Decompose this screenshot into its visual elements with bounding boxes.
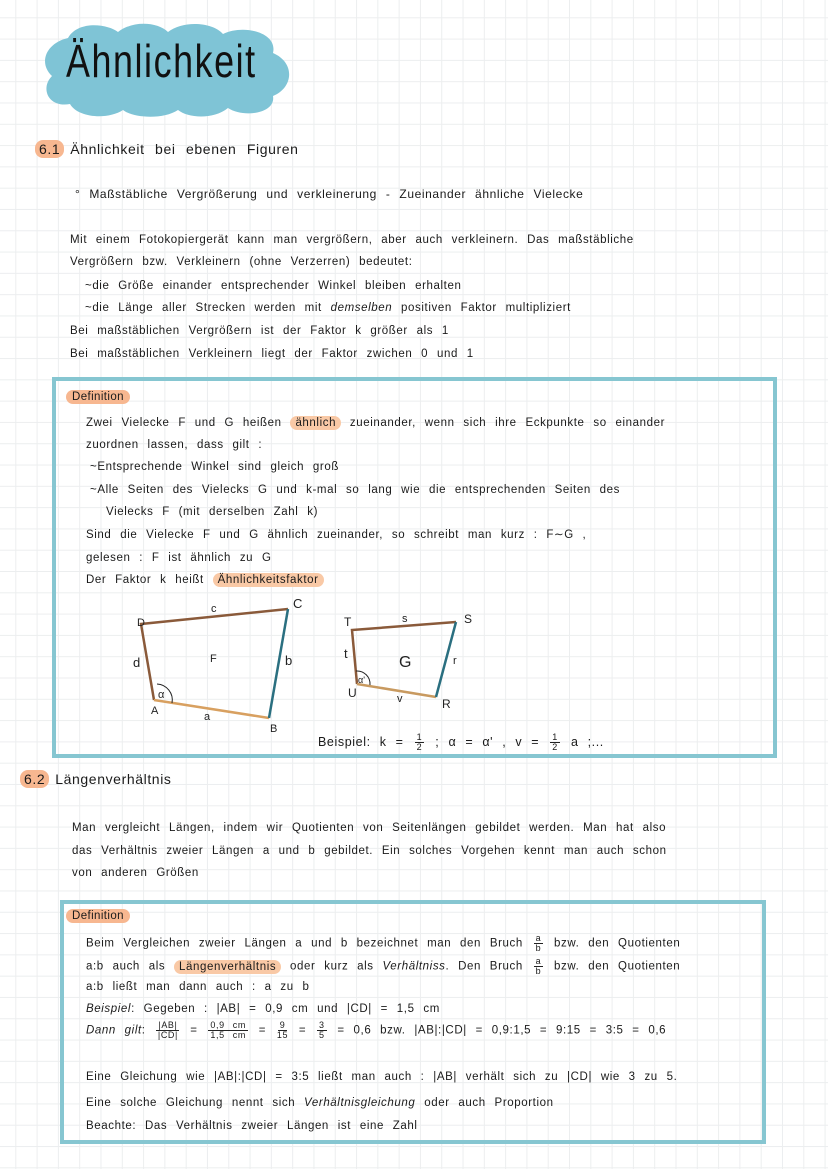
side-s: s: [402, 613, 408, 625]
fraction: [550, 733, 560, 752]
denominator: 15: [276, 1030, 289, 1040]
angle-alpha: α: [158, 689, 165, 701]
vertex-S: S: [464, 612, 473, 626]
text-segment: zueinander, wenn sich ihre Eckpunkte so einander: [341, 417, 666, 429]
text-segment: Vielecks F (mit derselben Zahl k): [106, 506, 319, 518]
vertex-T: T: [344, 615, 352, 629]
section-number: 6.1: [35, 140, 64, 158]
denominator: 2: [552, 742, 558, 752]
denominator: |CD|: [157, 1030, 178, 1040]
subheading: ° Maßstäbliche Vergrößerung und verkleinerung - Zueinander ähnliche Vielecke: [75, 187, 584, 201]
text-segment: Zwei Vielecke F und G heißen: [86, 417, 291, 429]
text-line: [72, 843, 667, 859]
vertex-U: U: [348, 686, 357, 700]
text-segment: von anderen Größen: [72, 867, 199, 879]
side-r: r: [453, 655, 457, 667]
numerator: 9: [279, 1020, 286, 1030]
numerator: 1: [552, 732, 558, 742]
fraction: [208, 1021, 248, 1040]
text-line: [72, 865, 199, 881]
vertex-R: R: [442, 697, 451, 711]
text-segment: ~Entsprechende Winkel sind gleich groß: [90, 461, 339, 473]
fraction: [277, 1021, 288, 1040]
text-line: [72, 820, 666, 836]
denominator: 1,5 cm: [210, 1030, 246, 1040]
text-segment: Beachte: Das Verhältnis zweier Längen ist eine Zahl: [86, 1120, 418, 1132]
denominator: b: [535, 943, 542, 953]
numerator: 0,9 cm: [210, 1020, 246, 1030]
side-c: c: [211, 603, 217, 615]
italic-term: Verhältnisgleichung: [304, 1097, 416, 1109]
text-segment: Der Faktor k heißt: [86, 574, 213, 586]
text-line: [86, 1001, 440, 1017]
text-segment: ~die Größe einander entsprechender Winkel bleiben erhalten: [85, 280, 462, 292]
text-segment: Beim Vergleichen zweier Längen a und b bezeichnet man den Bruch: [86, 937, 532, 950]
text-segment: Bei maßstäblichen Vergrößern ist der Faktor k größer als 1: [70, 325, 449, 337]
text-line: [86, 1095, 554, 1111]
text-segment: Eine solche Gleichung nennt sich: [86, 1097, 305, 1109]
figure-G: [344, 612, 472, 711]
side-d: d: [133, 655, 141, 670]
numerator: a: [535, 933, 542, 943]
fraction: [156, 1021, 179, 1040]
text-segment: Beispiel: k =: [318, 734, 413, 749]
text-segment: bzw. den Quotienten: [545, 937, 681, 950]
text-segment: a:b ließt man dann auch : a zu b: [86, 981, 310, 993]
figure-G-label: G: [399, 654, 412, 671]
text-segment: a ;...: [561, 734, 604, 749]
text-segment: Vergrößern bzw. Verkleinern (ohne Verzerren) bedeutet:: [70, 256, 413, 268]
denominator: 2: [416, 742, 423, 752]
italic-term: demselben: [330, 302, 393, 314]
text-segment: bzw. den Quotienten: [545, 960, 681, 973]
text-segment: oder kurz als: [281, 960, 383, 973]
side-b: b: [285, 653, 293, 668]
highlighted-term: ähnlich: [290, 416, 341, 430]
vertex-A: A: [151, 705, 159, 717]
text-line: [86, 1021, 666, 1040]
side-v: v: [397, 693, 403, 705]
fraction: [534, 934, 544, 953]
italic-term: Beispiel: [86, 1003, 132, 1015]
fraction: [415, 733, 425, 752]
figure-F-label: F: [210, 653, 217, 665]
vertex-D: D: [137, 617, 145, 629]
italic-term: Dann gilt: [86, 1024, 142, 1037]
text-line: [86, 979, 310, 995]
figure-F: [133, 596, 302, 735]
side-t: t: [344, 646, 348, 661]
numerator: |AB|: [158, 1020, 178, 1030]
text-segment: gelesen : F ist ähnlich zu G: [86, 552, 272, 564]
text-segment: Bei maßstäblichen Verkleinern liegt der Faktor zwichen 0 und 1: [70, 348, 474, 360]
fraction: [317, 1021, 327, 1040]
text-segment: =: [290, 1024, 316, 1037]
text-segment: Man vergleicht Längen, indem wir Quotienten von Seitenlängen gebildet werden. Man hat also: [72, 822, 667, 834]
definition-tag: Definition: [66, 390, 130, 404]
angle-alpha-prime: α': [358, 675, 365, 685]
numerator: a: [535, 956, 542, 966]
text-segment: =: [250, 1024, 275, 1037]
denominator: b: [535, 966, 542, 976]
section-title: Ähnlichkeit bei ebenen Figuren: [70, 141, 299, 157]
numerator: 1: [416, 732, 423, 742]
side-a: a: [204, 711, 211, 723]
highlighted-term: Längenverhältnis: [174, 960, 281, 974]
text-line: [86, 1118, 418, 1134]
denominator: 5: [319, 1030, 325, 1040]
text-segment: ; α = α' , v =: [426, 734, 549, 749]
text-segment: ~die Länge aller Strecken werden mit: [85, 302, 331, 314]
numerator: 3: [319, 1020, 325, 1030]
section-heading-6-2: [20, 771, 172, 787]
text-segment: :: [141, 1024, 155, 1037]
text-segment: oder auch Proportion: [415, 1097, 554, 1109]
text-segment: : Gegeben : |AB| = 0,9 cm und |CD| = 1,5 cm: [131, 1003, 440, 1015]
text-segment: zuordnen lassen, dass gilt :: [86, 439, 263, 451]
text-segment: . Den Bruch: [445, 960, 532, 973]
definition-tag: Definition: [66, 909, 130, 923]
vertex-C: C: [293, 596, 303, 611]
text-segment: =: [181, 1024, 207, 1037]
text-line: [86, 934, 680, 953]
text-segment: das Verhältnis zweier Längen a und b gebildet. Ein solches Vorgehen kennt man auch schon: [72, 845, 667, 857]
section-title: Längenverhältnis: [55, 771, 172, 787]
italic-term: Verhältniss: [382, 960, 446, 973]
highlighted-term: Ähnlichkeitsfaktor: [213, 573, 324, 587]
example-line: [318, 733, 604, 752]
page-title: Ähnlichkeit: [66, 35, 257, 87]
fraction: [534, 957, 544, 976]
section-number: 6.2: [20, 770, 49, 788]
text-line: [86, 957, 680, 976]
text-segment: Eine Gleichung wie |AB|:|CD| = 3:5 ließt man auch : |AB| verhält sich zu |CD| wie 3 zu 5.: [86, 1071, 678, 1083]
text-line: [86, 1069, 677, 1085]
text-segment: Mit einem Fotokopiergerät kann man vergrößern, aber auch verkleinern. Das maßstäbliche: [70, 234, 634, 246]
vertex-B: B: [270, 723, 278, 735]
text-segment: ~Alle Seiten des Vielecks G und k-mal so lang wie die entsprechenden Seiten des: [90, 484, 620, 496]
text-segment: Sind die Vielecke F und G ähnlich zueinander, so schreibt man kurz : F∼G ,: [86, 529, 587, 541]
text-segment: = 0,6 bzw. |AB|:|CD| = 0,9:1,5 = 9:15 = 3:5 = 0,6: [328, 1024, 667, 1037]
text-segment: a:b auch als: [86, 960, 175, 973]
text-segment: positiven Faktor multipliziert: [392, 302, 571, 314]
